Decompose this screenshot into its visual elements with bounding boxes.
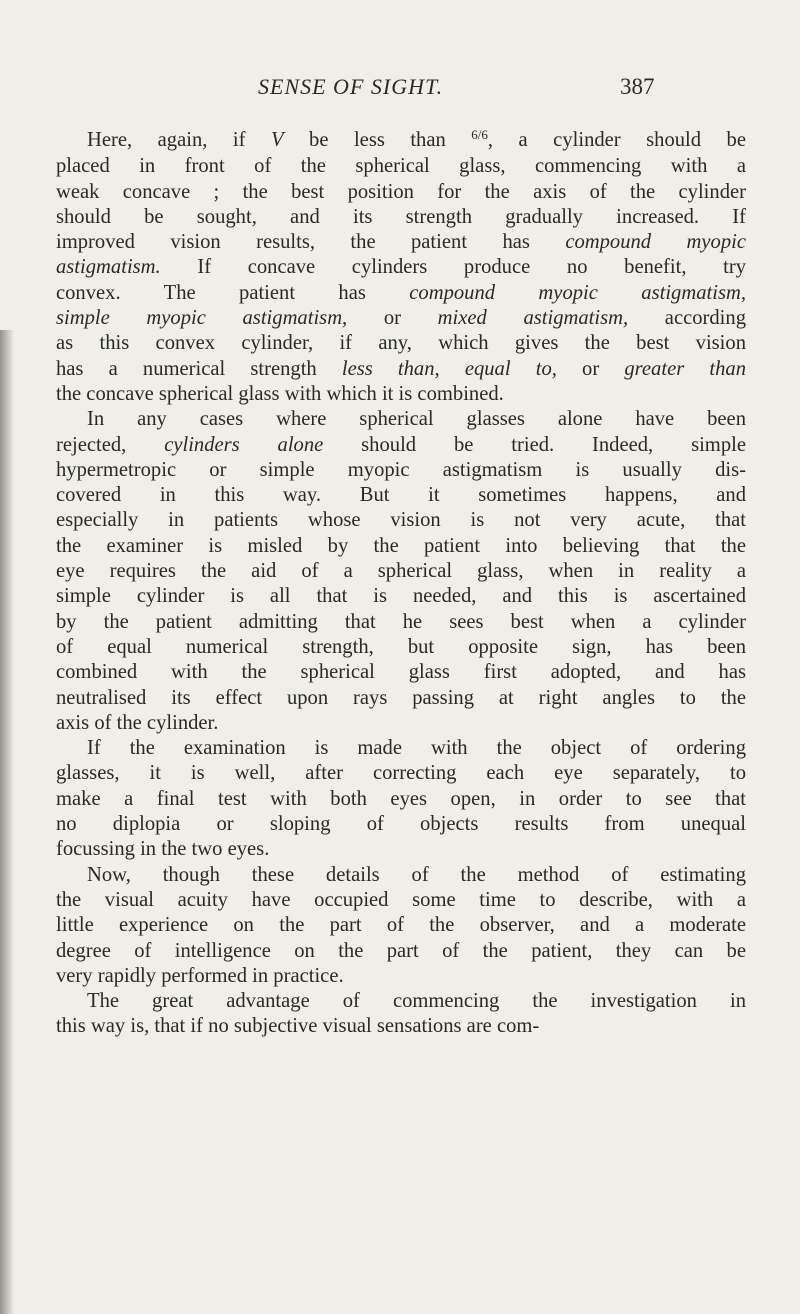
italic-text: cylinders alone <box>164 433 324 456</box>
text-line: In any cases where spherical glasses alone have been <box>87 408 746 431</box>
paragraph <box>56 863 746 989</box>
paragraph <box>56 407 746 736</box>
italic-text: compound myopic astigmatism, <box>409 281 746 304</box>
text-line: by the patient admitting that he sees best when a cylinder <box>56 610 746 633</box>
text-line: the visual acuity have occupied some time to describe, with a <box>56 888 746 911</box>
text-line: covered in this way. But it sometimes happens, and <box>56 484 746 507</box>
text-line: has a numerical strength less than, equal to, or greater than <box>56 357 746 380</box>
paragraph <box>56 989 746 1040</box>
text-line: placed in front of the spherical glass, commencing with a <box>56 155 746 178</box>
text-line: Now, though these details of the method of estimating <box>87 863 746 886</box>
text-line: of equal numerical strength, but opposite sign, has been <box>56 635 746 658</box>
page-edge-shadow <box>0 330 14 1314</box>
text-line: this way is, that if no subjective visual sensations are com- <box>56 1015 540 1038</box>
text-line: astigmatism. If concave cylinders produce no benefit, try <box>56 256 746 279</box>
text-line: degree of intelligence on the part of the patient, they can be <box>56 939 746 962</box>
text-line: The great advantage of commencing the investigation in <box>87 990 746 1013</box>
body-text <box>56 128 746 1040</box>
text-line: eye requires the aid of a spherical glass, when in reality a <box>56 560 746 583</box>
fraction: 6/6 <box>471 127 488 142</box>
text-line: Here, again, if V be less than $^{6/6}$, a cylinder should be <box>87 127 746 151</box>
italic-text: V <box>270 129 284 151</box>
italic-text: simple myopic astigmatism, <box>56 307 348 330</box>
text-line: no diplopia or sloping of objects results from unequal <box>56 813 746 836</box>
text-line: simple myopic astigmatism, or mixed astigmatism, according <box>56 307 746 330</box>
text-line: convex. The patient has compound myopic astigmatism, <box>56 281 746 304</box>
text-line: little experience on the part of the observer, and a moderate <box>56 914 746 937</box>
page-header <box>0 74 800 114</box>
text-line: as this convex cylinder, if any, which gives the best vision <box>56 332 746 355</box>
text-line: simple cylinder is all that is needed, and this is ascertained <box>56 585 746 608</box>
text-line: If the examination is made with the object of ordering <box>87 737 746 760</box>
text-line: weak concave ; the best position for the axis of the cylinder <box>56 180 746 203</box>
text-line: make a final test with both eyes open, in order to see that <box>56 787 746 810</box>
paragraph <box>56 736 746 862</box>
italic-text: greater than <box>624 357 746 380</box>
italic-text: compound myopic <box>565 231 746 254</box>
text-line: the examiner is misled by the patient into believing that the <box>56 534 746 557</box>
page-number: 387 <box>620 74 655 99</box>
italic-text: mixed astigmatism, <box>437 307 629 330</box>
text-line: should be sought, and its strength gradually increased. If <box>56 205 746 228</box>
text-line: the concave spherical glass with which it is combined. <box>56 382 504 405</box>
text-line: rejected, cylinders alone should be tried. Indeed, simple <box>56 433 746 456</box>
text-line: especially in patients whose vision is not very acute, that <box>56 509 746 532</box>
paragraph <box>56 128 746 407</box>
text-line: improved vision results, the patient has compound myopic <box>56 231 746 254</box>
text-line: very rapidly performed in practice. <box>56 964 344 987</box>
italic-text: astigmatism. <box>56 256 161 279</box>
text-line: neutralised its effect upon rays passing at right angles to the <box>56 686 746 709</box>
text-line: glasses, it is well, after correcting each eye separately, to <box>56 762 746 785</box>
text-line: focussing in the two eyes. <box>56 838 270 861</box>
running-head: SENSE OF SIGHT. <box>258 74 444 99</box>
italic-text: less than, equal to, <box>341 357 557 380</box>
text-line: hypermetropic or simple myopic astigmatism is usually dis- <box>56 458 746 481</box>
text-line: axis of the cylinder. <box>56 711 219 734</box>
text-line: combined with the spherical glass first adopted, and has <box>56 661 746 684</box>
